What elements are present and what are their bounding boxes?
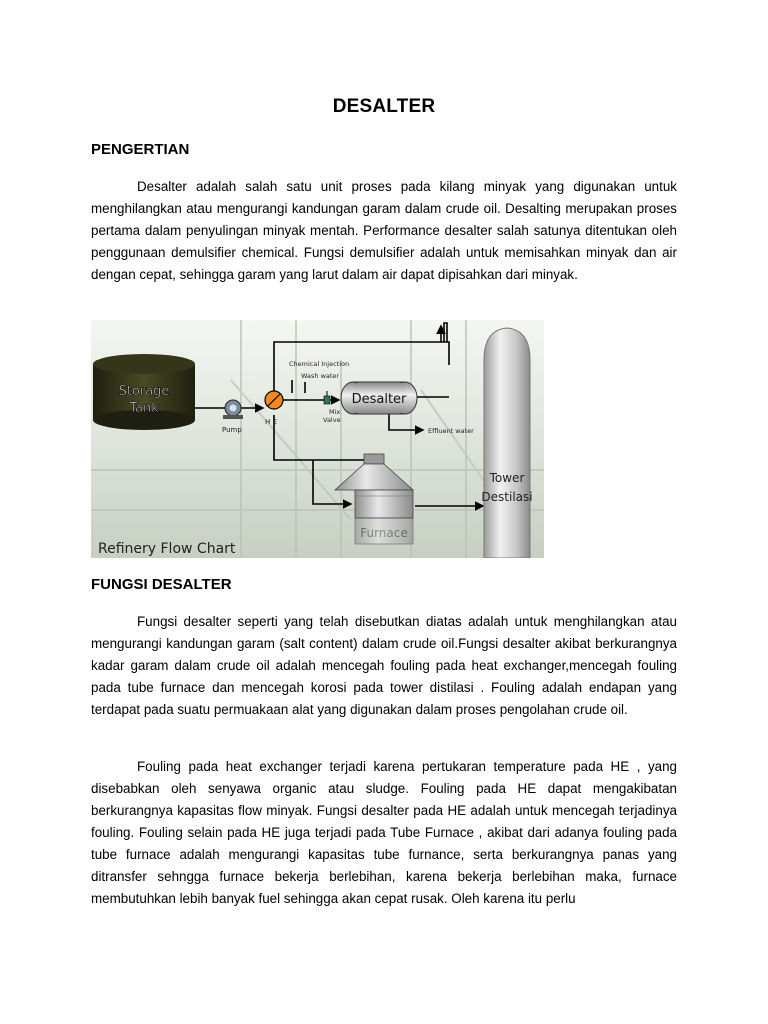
storage-tank-label-line1: Storage [118, 384, 170, 399]
he-label: H E [265, 418, 277, 426]
paragraph-text: Fouling pada heat exchanger terjadi karena pertukaran temperature pada HE , yang disebabkan oleh senyawa organic atau sludge. Fouling pada HE dapat mengakibatan berkurangnya kapasitas flow minyak. Fungsi desalter pada HE adalah untuk mencegah terjadinya fouling. Fouling selain pada HE juga terjadi pada Tube Furnace , akibat dari adanya fouling pada tube furnace adalah mengurangi kapasitas tube furnance, serta berkurangnya panas yang ditransfer sehngga furnace bekerja berlebihan, karena bekerja berlebihan maka, furnace membutuhkan lebih banyak fuel sehingga akan cepat rusak. Oleh karena itu perlu [91, 759, 677, 906]
paragraph-text: Fungsi desalter seperti yang telah disebutkan diatas adalah untuk menghilangkan atau mengurangi kandungan garam (salt content) dalam crude oil.Fungsi desalter akibat berkurangnya kadar garam dalam crude oil adalah mencegah fouling pada heat exchanger,mencegah fouling pada tube furnace dan mencegah korosi pada tower distilasi . Fouling adalah endapan yang terdapat pada suatu permuakaan alat yang digunakan dalam proses pengolahan crude oil. [91, 614, 677, 717]
pump-label: Pump [222, 426, 242, 434]
tower-label-line2: Destilasi [481, 490, 533, 504]
paragraph-fungsi-1 [91, 611, 677, 721]
document-title: DESALTER [332, 96, 436, 117]
heat-exchanger-icon [265, 391, 283, 409]
valve-label: Valve [323, 416, 341, 424]
paragraph-fungsi-2 [91, 756, 677, 910]
desalter-label: Desalter [351, 392, 407, 407]
section-heading-fungsi: FUNGSI DESALTER [91, 576, 232, 593]
figure-caption: Refinery Flow Chart [98, 541, 236, 557]
section-heading-pengertian: PENGERTIAN [91, 141, 190, 158]
flow-chart-diagram [91, 320, 544, 558]
paragraph-pengertian [91, 176, 677, 286]
chemical-injection-label: Chemical Injection [289, 360, 350, 368]
refinery-flow-chart-figure [91, 320, 544, 558]
distillation-tower [481, 328, 532, 558]
effluent-water-label: Effluent water [428, 427, 474, 435]
storage-tank-label-line2: Tank [129, 401, 159, 416]
paragraph-text: Desalter adalah salah satu unit proses pada kilang minyak yang digunakan untuk menghilangkan atau mengurangi kandungan garam dalam crude oil. Desalting merupakan proses pertama dalam penyulingan minyak mentah. Performance desalter salah satunya ditentukan oleh penggunaan demulsifier chemical. Fungsi demulsifier adalah untuk memisahkan minyak dan air dengan cepat, sehingga garam yang larut dalam air dapat dipisahkan dari minyak. [91, 179, 677, 282]
wash-water-label: Wash water [301, 372, 340, 380]
tower-label-line1: Tower [489, 471, 525, 485]
desalter-vessel [341, 382, 417, 414]
storage-tank [93, 354, 195, 430]
mix-label: Mix [329, 408, 341, 416]
